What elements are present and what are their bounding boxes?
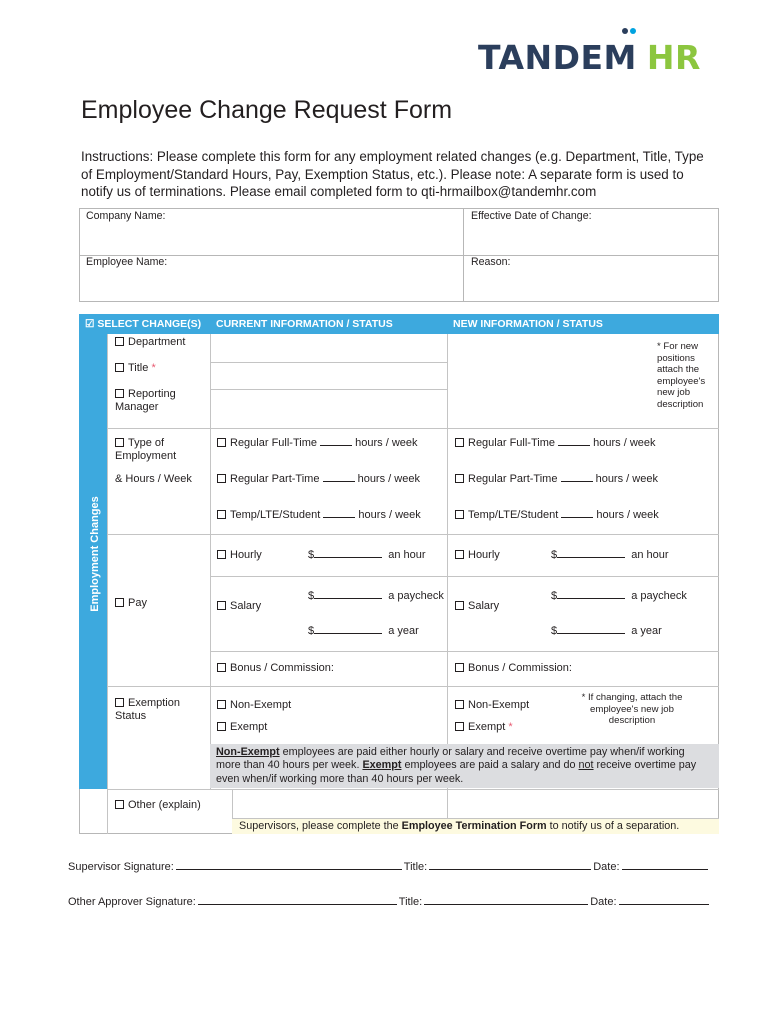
- checkbox-icon[interactable]: [217, 601, 226, 610]
- checkbox-icon[interactable]: [455, 722, 464, 731]
- checkbox-icon[interactable]: [217, 722, 226, 731]
- new-year-amount[interactable]: $ a year: [551, 625, 662, 637]
- checkbox-icon[interactable]: [115, 698, 124, 707]
- new-paycheck-amount[interactable]: $ a paycheck: [551, 590, 687, 602]
- exemption-checkbox[interactable]: Exemption: [115, 697, 180, 710]
- checkbox-icon[interactable]: [115, 389, 124, 398]
- title-checkbox[interactable]: Title *: [115, 362, 156, 375]
- other-checkbox[interactable]: Other (explain): [115, 799, 201, 812]
- supervisor-signature-field[interactable]: [176, 860, 402, 870]
- checkbox-icon[interactable]: [115, 800, 124, 809]
- new-non-exempt[interactable]: Non-Exempt: [455, 699, 529, 712]
- pay-checkbox[interactable]: Pay: [115, 597, 147, 610]
- reporting-manager-checkbox[interactable]: Reporting: [115, 388, 176, 401]
- other-approver-title-field[interactable]: [424, 895, 588, 905]
- checkbox-icon[interactable]: [217, 438, 226, 447]
- type-of-employment-checkbox[interactable]: Type of: [115, 437, 164, 450]
- reason-field[interactable]: Reason:: [471, 256, 511, 268]
- effective-date-field[interactable]: Effective Date of Change:: [471, 210, 592, 222]
- employee-name-field[interactable]: Employee Name:: [86, 256, 168, 268]
- page-title: Employee Change Request Form: [81, 96, 453, 124]
- new-regular-part-time[interactable]: Regular Part-Time hours / week: [455, 473, 658, 486]
- checkbox-icon[interactable]: [455, 550, 464, 559]
- logo-dots-icon: [622, 28, 642, 40]
- logo-word-hr: HR: [646, 38, 701, 77]
- other-approver-date-field[interactable]: [619, 895, 709, 905]
- other-approver-signature-row: Other Approver Signature: Title: Date:: [68, 895, 711, 908]
- new-hourly[interactable]: Hourly: [455, 549, 500, 562]
- checkbox-icon[interactable]: [455, 700, 464, 709]
- sidebar-employment-changes: [79, 334, 107, 789]
- checkbox-icon[interactable]: [455, 601, 464, 610]
- new-salary[interactable]: Salary: [455, 600, 499, 613]
- instructions-text: Instructions: Please complete this form for any employment related changes (e.g. Department, Title, Type of Employment/Standard Hours, Pay, Exemption Status, etc.). Please note: A separate form is used to notify us of terminations. Please email completed form to qti-hrmailbox@tandemhr.com: [81, 149, 704, 199]
- other-approver-signature-field[interactable]: [198, 895, 397, 905]
- type-of-employment-label: Employment: [115, 450, 177, 462]
- current-temp[interactable]: Temp/LTE/Student hours / week: [217, 509, 421, 522]
- supervisor-title-field[interactable]: [429, 860, 591, 870]
- table-header: [79, 314, 719, 334]
- current-hourly-rate[interactable]: $ an hour: [308, 549, 426, 561]
- new-regular-full-time[interactable]: Regular Full-Time hours / week: [455, 437, 656, 450]
- if-changing-note: * If changing, attach the employee's new job description: [581, 692, 683, 726]
- exemption-definition-note: Non-Exempt employees are paid either hourly or salary and receive overtime pay when/if working more than 40 hours per week. Exempt employees are paid a salary and do not receive overtime pay even when/if working more than 40 hours per week.: [210, 744, 719, 788]
- checkbox-icon[interactable]: [217, 550, 226, 559]
- header-current: CURRENT INFORMATION / STATUS: [216, 318, 393, 330]
- checkbox-icon[interactable]: [217, 700, 226, 709]
- header-select: ☑ SELECT CHANGE(S): [85, 318, 202, 330]
- new-bonus[interactable]: Bonus / Commission:: [455, 662, 572, 675]
- current-year-amount[interactable]: $ a year: [308, 625, 419, 637]
- current-non-exempt[interactable]: Non-Exempt: [217, 699, 291, 712]
- checkbox-icon[interactable]: [217, 663, 226, 672]
- checkbox-icon[interactable]: [115, 438, 124, 447]
- checkbox-icon[interactable]: [115, 337, 124, 346]
- logo-word-tandem: TANDEM: [478, 38, 637, 77]
- supervisor-date-field[interactable]: [622, 860, 708, 870]
- current-paycheck-amount[interactable]: $ a paycheck: [308, 590, 444, 602]
- current-salary[interactable]: Salary: [217, 600, 261, 613]
- reporting-manager-label: Manager: [115, 401, 159, 413]
- new-positions-note: * For new positions attach the employee's new job description: [657, 341, 706, 410]
- checkbox-icon[interactable]: [455, 663, 464, 672]
- header-new: NEW INFORMATION / STATUS: [453, 318, 603, 330]
- info-box: [79, 208, 719, 302]
- termination-note: Supervisors, please complete the Employee Termination Form to notify us of a separation.: [232, 818, 719, 834]
- checkbox-icon[interactable]: [455, 510, 464, 519]
- department-checkbox[interactable]: Department: [115, 336, 185, 349]
- hours-week-label: & Hours / Week: [115, 473, 192, 485]
- checkbox-icon[interactable]: [115, 598, 124, 607]
- checkbox-icon[interactable]: [217, 474, 226, 483]
- current-exempt[interactable]: Exempt: [217, 721, 267, 734]
- new-exempt[interactable]: Exempt *: [455, 721, 513, 734]
- current-hourly[interactable]: Hourly: [217, 549, 262, 562]
- sidebar-label: Employment Changes: [89, 496, 101, 612]
- tandem-hr-logo: [478, 28, 701, 77]
- current-regular-part-time[interactable]: Regular Part-Time hours / week: [217, 473, 420, 486]
- checkbox-icon[interactable]: [115, 363, 124, 372]
- supervisor-signature-row: Supervisor Signature: Title: Date:: [68, 860, 710, 873]
- exemption-label: Status: [115, 710, 147, 722]
- checkbox-icon[interactable]: [455, 474, 464, 483]
- company-name-field[interactable]: Company Name:: [86, 210, 166, 222]
- new-temp[interactable]: Temp/LTE/Student hours / week: [455, 509, 659, 522]
- new-hourly-rate[interactable]: $ an hour: [551, 549, 669, 561]
- current-bonus[interactable]: Bonus / Commission:: [217, 662, 334, 675]
- checkbox-icon[interactable]: [217, 510, 226, 519]
- checkbox-icon[interactable]: [455, 438, 464, 447]
- current-regular-full-time[interactable]: Regular Full-Time hours / week: [217, 437, 418, 450]
